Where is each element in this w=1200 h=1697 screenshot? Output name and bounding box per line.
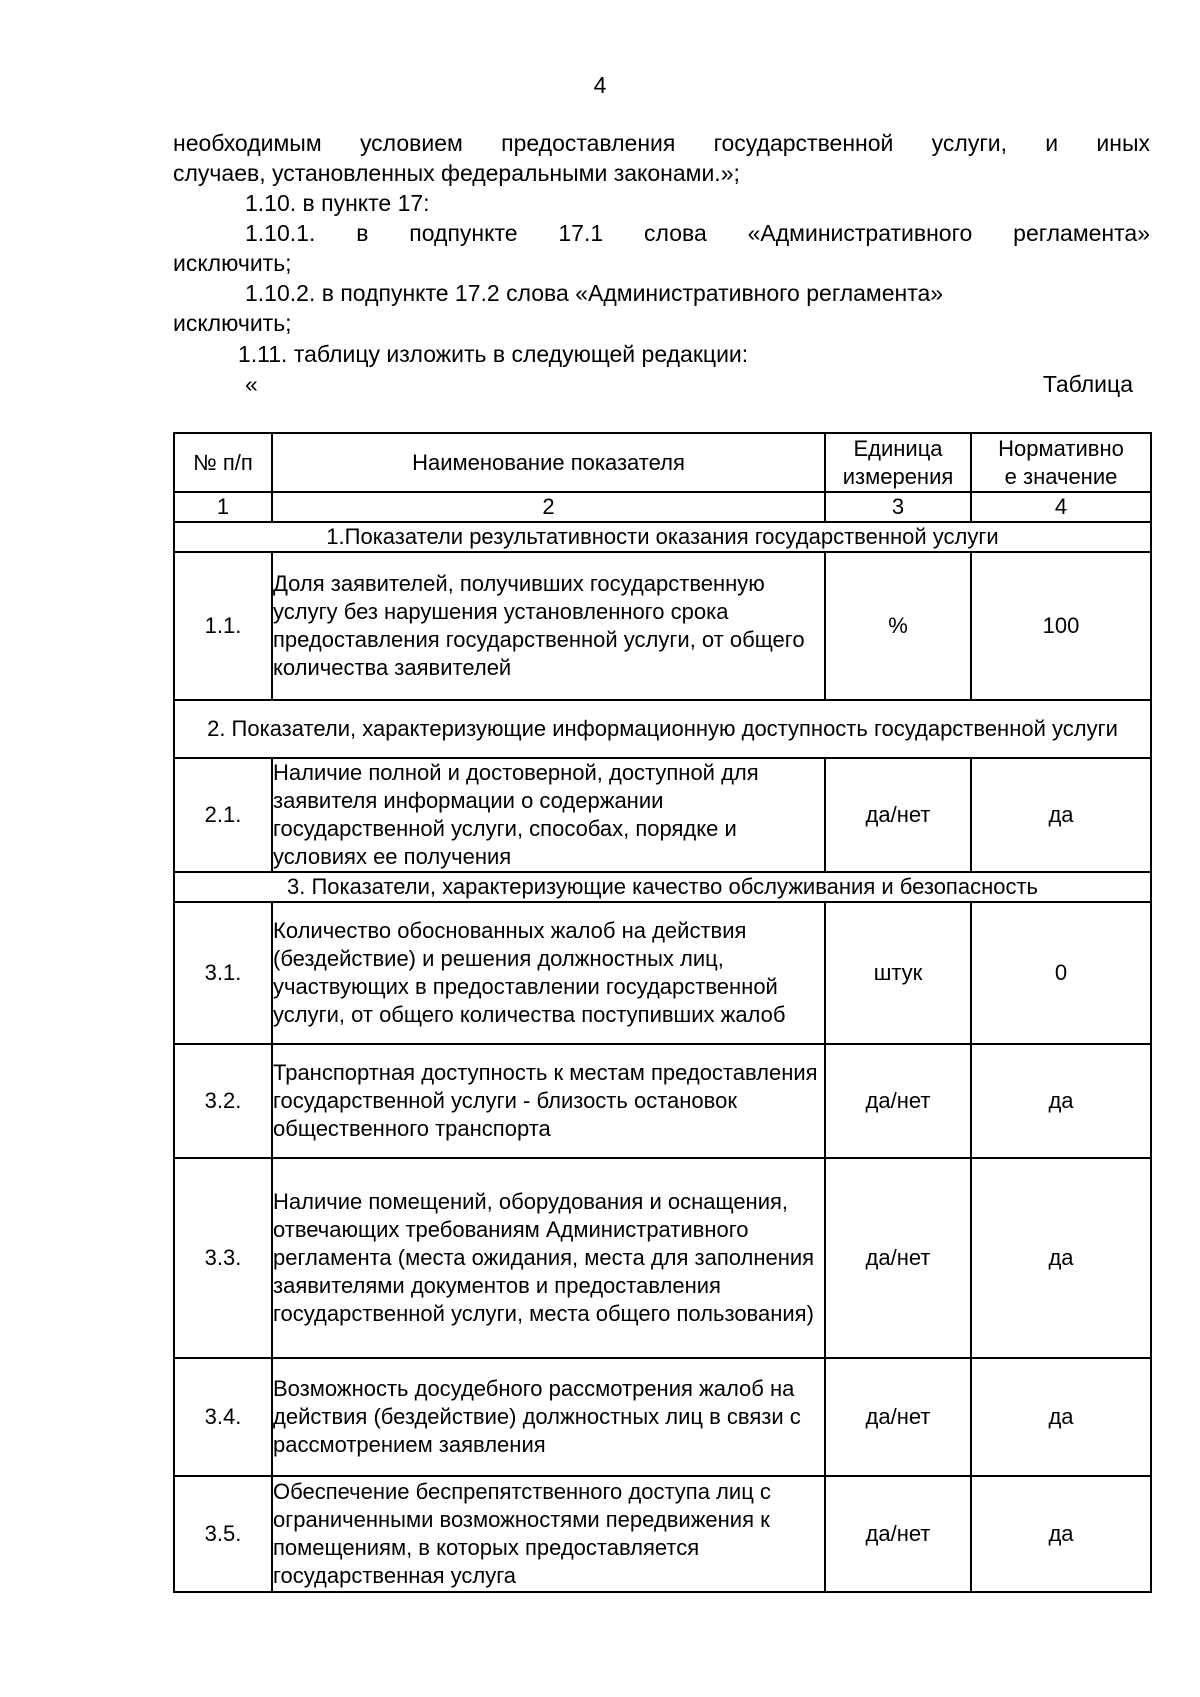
row-unit: да/нет: [825, 758, 971, 872]
page-number: 4: [593, 72, 607, 98]
column-number-row: [174, 492, 1151, 522]
table-header-row: [174, 433, 1151, 492]
header-norm-line-1: Нормативно: [998, 435, 1124, 461]
paragraph-1-10-2-line-1: 1.10.2. в подпункте 17.2 слова «Административного регламента»: [245, 280, 944, 306]
row-number: 3.3.: [174, 1158, 272, 1358]
row-number: 1.1.: [174, 552, 272, 700]
row-number: 3.4.: [174, 1358, 272, 1476]
row-value: 0: [971, 902, 1151, 1044]
table-row: [174, 1044, 1151, 1158]
paragraph-1-10-1-line-1: 1.10.1. в подпункте 17.1 слова «Административного регламента»: [245, 220, 1150, 246]
section-title-3: 3. Показатели, характеризующие качество обслуживания и безопасность: [174, 872, 1151, 902]
header-number: № п/п: [174, 433, 272, 492]
header-indicator-name: Наименование показателя: [272, 433, 825, 492]
row-indicator-name: Доля заявителей, получивших государственную услугу без нарушения установленного срока предоставления государственной услуги, от общего количества заявителей: [272, 552, 825, 700]
table-row: [174, 758, 1151, 872]
header-normative-value: [971, 433, 1151, 492]
row-indicator-name: Наличие полной и достоверной, доступной для заявителя информации о содержании государственной услуги, способах, порядке и условиях ее получения: [272, 758, 825, 872]
row-unit: да/нет: [825, 1044, 971, 1158]
section-title-2: 2. Показатели, характеризующие информационную доступность государственной услуги: [174, 700, 1151, 758]
column-number: 3: [825, 492, 971, 522]
quote-open-mark: «: [245, 371, 258, 397]
column-number: 4: [971, 492, 1151, 522]
section-header-row: [174, 872, 1151, 902]
header-unit: [825, 433, 971, 492]
header-unit-line-1: Единица: [853, 435, 943, 461]
table-caption: Таблица: [1042, 371, 1133, 397]
table-row: [174, 1476, 1151, 1592]
row-value: да: [971, 1158, 1151, 1358]
paragraph-1-10: 1.10. в пункте 17:: [245, 190, 430, 216]
row-unit: да/нет: [825, 1476, 971, 1592]
table-row: [174, 1358, 1151, 1476]
paragraph-continuation-line-2: случаев, установленных федеральными законами.»;: [173, 160, 740, 186]
row-unit: да/нет: [825, 1358, 971, 1476]
section-header-row: [174, 700, 1151, 758]
row-number: 3.1.: [174, 902, 272, 1044]
row-unit: %: [825, 552, 971, 700]
table-row: [174, 1158, 1151, 1358]
row-number: 3.2.: [174, 1044, 272, 1158]
table-row: [174, 902, 1151, 1044]
row-unit: да/нет: [825, 1158, 971, 1358]
table-row: [174, 552, 1151, 700]
row-indicator-name: Количество обоснованных жалоб на действия (бездействие) и решения должностных лиц, участвующих в предоставлении государственной услуги, от общего количества поступивших жалоб: [272, 902, 825, 1044]
paragraph-continuation-line-1: необходимым условием предоставления государственной услуги, и иных: [173, 130, 1150, 156]
row-value: да: [971, 758, 1151, 872]
row-unit: штук: [825, 902, 971, 1044]
row-indicator-name: Обеспечение беспрепятственного доступа лиц с ограниченными возможностями передвижения к помещениям, в которых предоставляется государственная услуга: [272, 1476, 825, 1592]
column-number: 2: [272, 492, 825, 522]
row-value: да: [971, 1044, 1151, 1158]
row-indicator-name: Транспортная доступность к местам предоставления государственной услуги - близость остановок общественного транспорта: [272, 1044, 825, 1158]
column-number: 1: [174, 492, 272, 522]
row-value: да: [971, 1476, 1151, 1592]
row-value: да: [971, 1358, 1151, 1476]
section-title-1: 1.Показатели результативности оказания государственной услуги: [174, 522, 1151, 552]
row-indicator-name: Наличие помещений, оборудования и оснащения, отвечающих требованиям Административного регламента (места ожидания, места для заполнения заявителями документов и предоставления государственной услуги, места общего пользования): [272, 1158, 825, 1358]
header-norm-line-2: е значение: [1004, 463, 1118, 489]
header-unit-line-2: измерения: [842, 463, 954, 489]
paragraph-1-11: 1.11. таблицу изложить в следующей редакции:: [238, 341, 749, 367]
paragraph-1-10-2-line-2: исключить;: [173, 310, 292, 336]
indicators-table: [173, 432, 1152, 1593]
row-number: 2.1.: [174, 758, 272, 872]
row-indicator-name: Возможность досудебного рассмотрения жалоб на действия (бездействие) должностных лиц в связи с рассмотрением заявления: [272, 1358, 825, 1476]
section-header-row: [174, 522, 1151, 552]
paragraph-1-10-1-line-2: исключить;: [173, 250, 292, 276]
row-value: 100: [971, 552, 1151, 700]
row-number: 3.5.: [174, 1476, 272, 1592]
